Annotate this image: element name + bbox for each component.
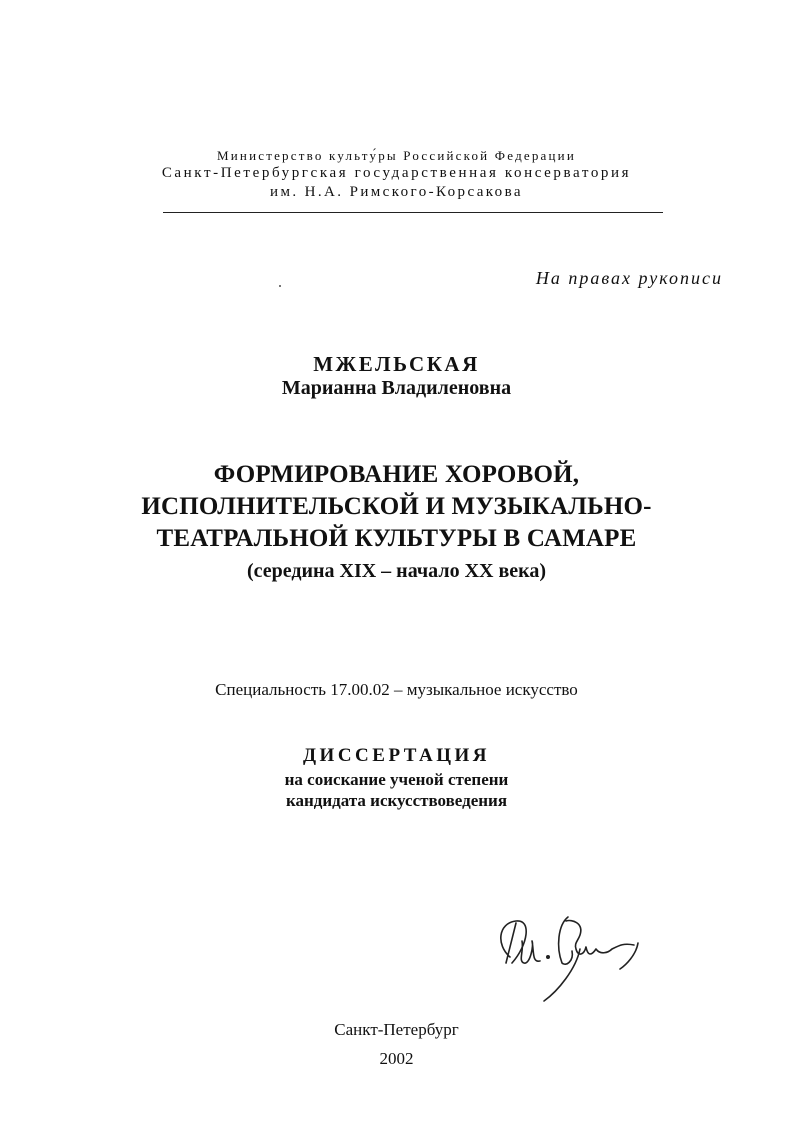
ministry-line: Министерство культу́ры Российской Федерации [217,148,576,163]
title-line-3: ТЕАТРАЛЬНОЙ КУЛЬТУРЫ В САМАРЕ [156,525,637,552]
dissertation-label: ДИССЕРТАЦИЯ [302,745,491,766]
author-surname: МЖЕЛЬСКАЯ [313,352,480,376]
place-of-publication: Санкт-Петербург [334,1020,459,1039]
specialty-line: Специальность 17.00.02 – музыкальное искусство [215,680,578,699]
title-line-2: ИСПОЛНИТЕЛЬСКОЙ И МУЗЫКАЛЬНО- [141,493,652,520]
scan-speck [279,285,281,287]
conservatory-name-line: им. Н.А. Римского-Корсакова [270,184,523,200]
title-period: (середина XIX – начало XX века) [246,560,547,582]
manuscript-note: На правах рукописи [535,268,723,288]
degree-line-1: на соискание ученой степени [284,770,509,789]
title-line-1: ФОРМИРОВАНИЕ ХОРОВОЙ, [213,461,580,488]
degree-line-2: кандидата искусствоведения [285,791,508,810]
signature [488,905,668,1015]
conservatory-line: Санкт-Петербургская государственная консерватория [161,165,632,181]
publication-year: 2002 [379,1049,414,1068]
header-divider [163,212,663,213]
author-given-names: Марианна Владиленовна [281,377,512,399]
